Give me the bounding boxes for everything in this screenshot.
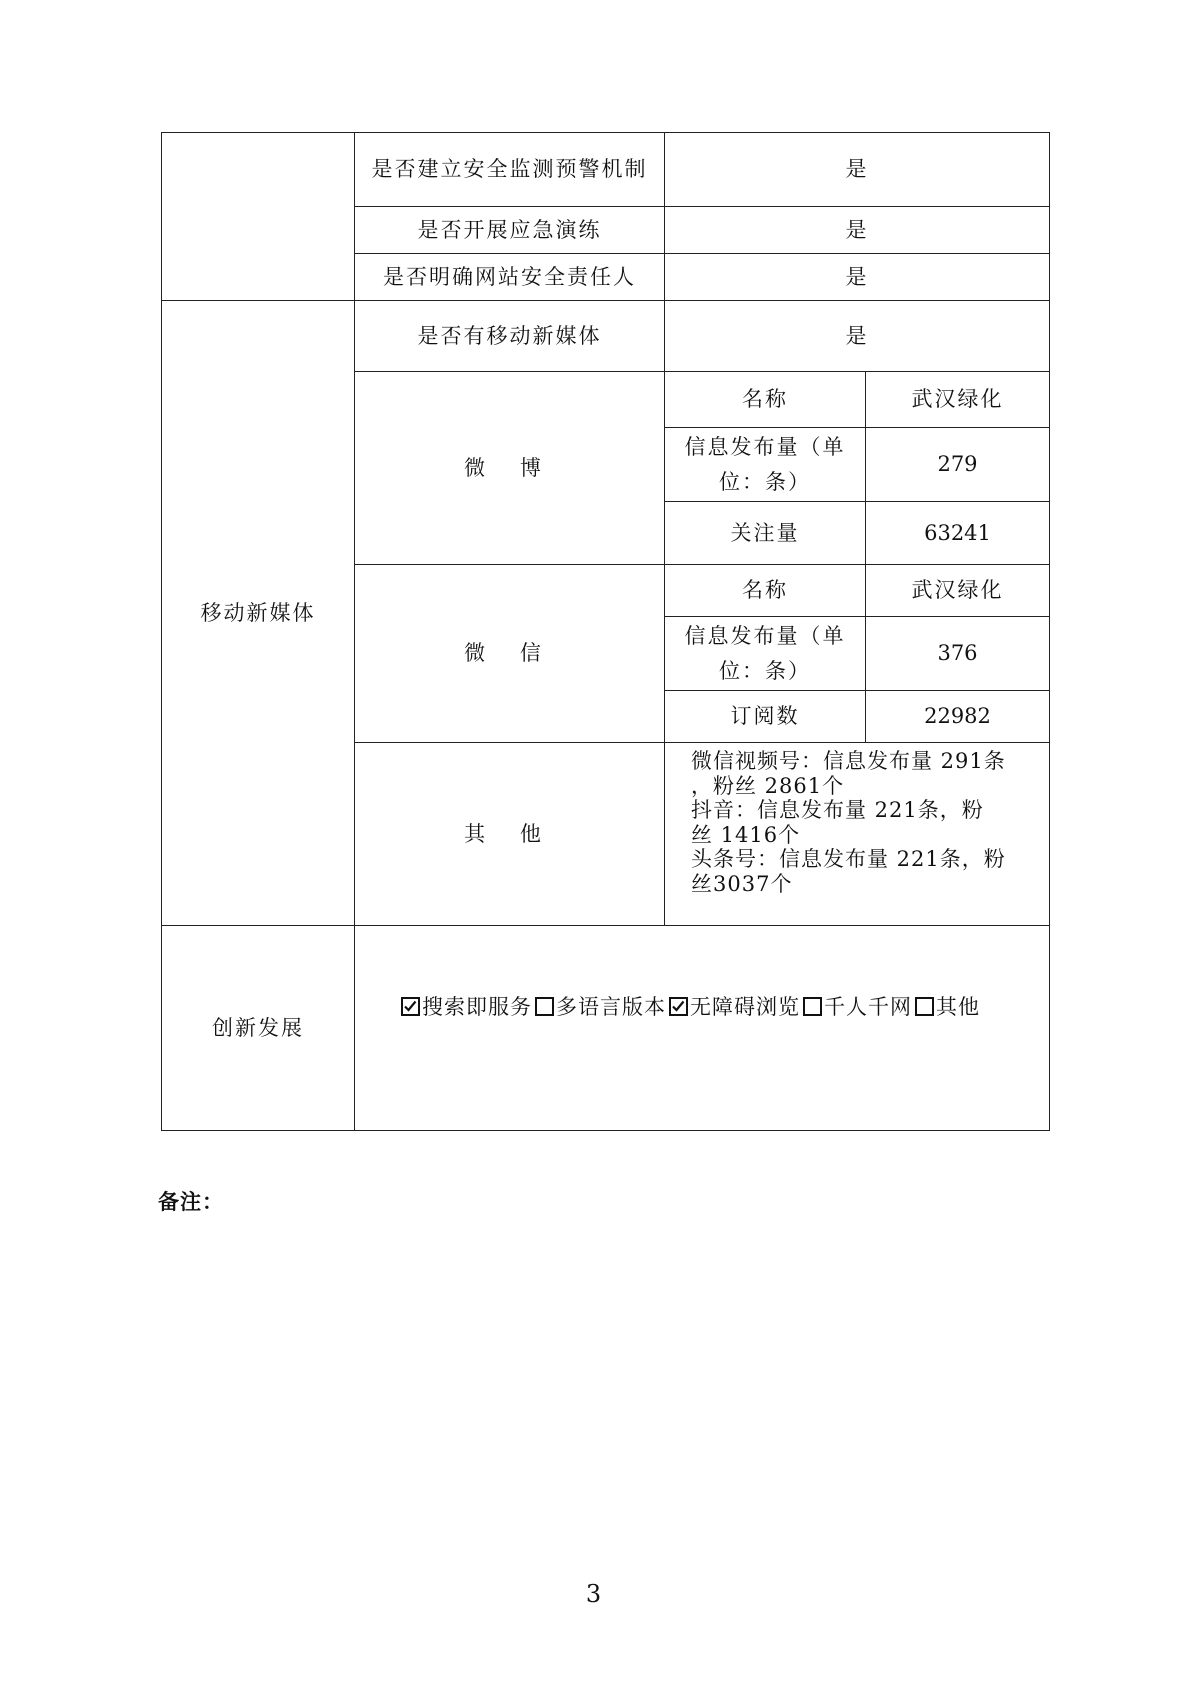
wechat-subscribers-value: 22982	[866, 691, 1050, 743]
check-icon	[403, 999, 417, 1013]
weibo-label: 微 博	[355, 372, 665, 565]
option-other-label: 其他	[936, 995, 980, 1019]
other-line: 抖音：信息发布量 221条，粉	[691, 798, 984, 822]
option-multilingual-label: 多语言版本	[556, 995, 666, 1019]
checkbox-personalized[interactable]	[803, 997, 822, 1016]
drill-label: 是否开展应急演练	[355, 207, 665, 254]
checkbox-multilingual[interactable]	[535, 997, 554, 1016]
monitoring-value: 是	[665, 133, 1050, 207]
mobile-media-section-label: 移动新媒体	[162, 301, 355, 926]
weibo-followers-label: 关注量	[665, 502, 866, 565]
other-details	[665, 743, 1050, 926]
row-has-media	[162, 301, 1050, 372]
weibo-followers-value: 63241	[866, 502, 1050, 565]
wechat-name-label: 名称	[665, 565, 866, 617]
weibo-name-label: 名称	[665, 372, 866, 428]
wechat-posts-label: 信息发布量（单位：条）	[665, 617, 866, 691]
other-line: 头条号：信息发布量 221条，粉	[691, 847, 1006, 871]
security-section-cell	[162, 133, 355, 301]
drill-value: 是	[665, 207, 1050, 254]
other-line: 丝3037个	[691, 871, 793, 896]
other-line: 丝 1416个	[691, 822, 801, 847]
weibo-name-value: 武汉绿化	[866, 372, 1050, 428]
has-media-value: 是	[665, 301, 1050, 372]
responsible-label: 是否明确网站安全责任人	[355, 254, 665, 301]
monitoring-label: 是否建立安全监测预警机制	[355, 133, 665, 207]
has-media-label: 是否有移动新媒体	[355, 301, 665, 372]
wechat-label: 微 信	[355, 565, 665, 743]
report-table	[161, 132, 1050, 1131]
wechat-posts-value: 376	[866, 617, 1050, 691]
weibo-posts-label: 信息发布量（单位：条）	[665, 428, 866, 502]
row-innovation	[162, 926, 1050, 1131]
wechat-subscribers-label: 订阅数	[665, 691, 866, 743]
checkbox-other[interactable]	[915, 997, 934, 1016]
option-accessibility-label: 无障碍浏览	[690, 995, 800, 1019]
wechat-name-value: 武汉绿化	[866, 565, 1050, 617]
innovation-options-cell	[355, 926, 1050, 1131]
checkbox-search-service[interactable]	[401, 997, 420, 1016]
checkbox-accessibility[interactable]	[669, 997, 688, 1016]
page-number: 3	[585, 1580, 602, 1608]
remark-label: 备注：	[158, 1190, 224, 1214]
option-search-service-label: 搜索即服务	[422, 995, 532, 1019]
innovation-section-label: 创新发展	[162, 926, 355, 1131]
other-label: 其 他	[355, 743, 665, 926]
responsible-value: 是	[665, 254, 1050, 301]
innovation-options	[401, 992, 983, 1022]
option-personalized-label: 千人千网	[824, 995, 912, 1019]
weibo-posts-value: 279	[866, 428, 1050, 502]
other-line: ，粉丝 2861个	[691, 773, 845, 798]
row-monitoring	[162, 133, 1050, 207]
other-line: 微信视频号：信息发布量 291条	[691, 749, 1006, 773]
check-icon	[671, 999, 685, 1013]
